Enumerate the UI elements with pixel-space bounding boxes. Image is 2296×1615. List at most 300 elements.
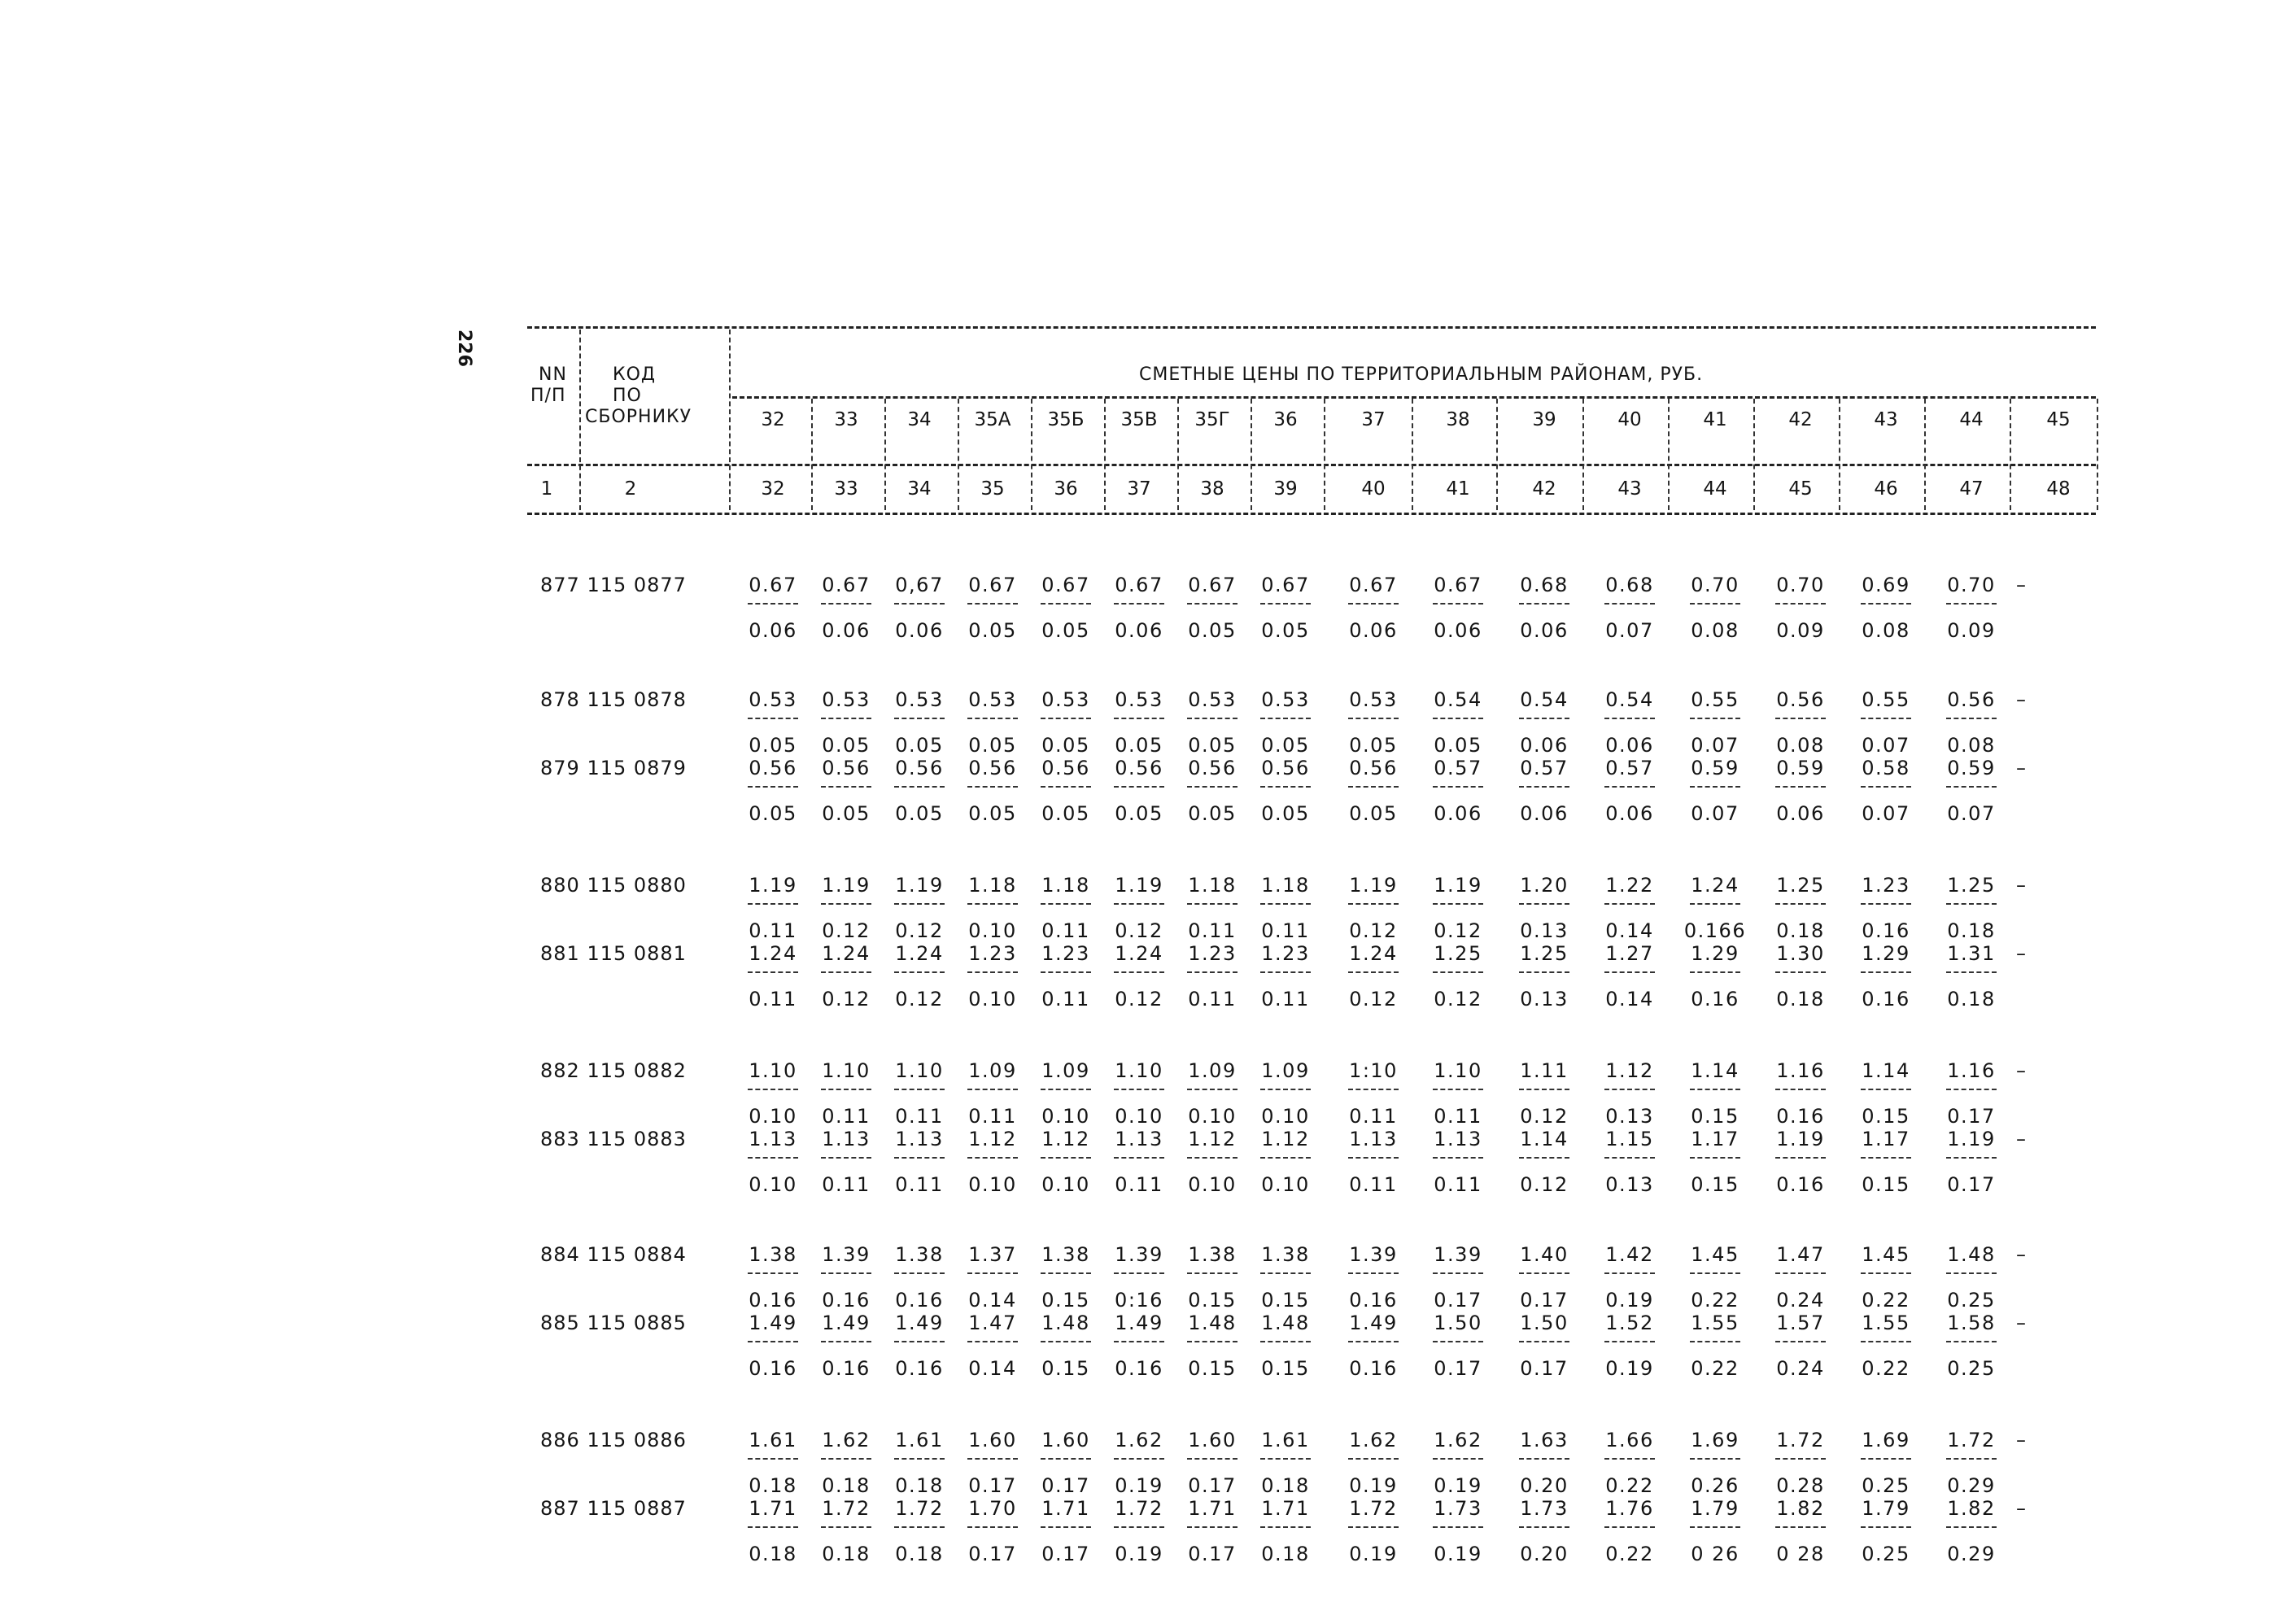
row-code: 879 115 0879 xyxy=(540,757,687,779)
row-code: 877 115 0877 xyxy=(540,574,687,596)
price-value: 1.72 xyxy=(1115,1497,1163,1520)
fraction-line xyxy=(1041,1526,1091,1528)
district-code: 36 xyxy=(1273,409,1298,430)
price-value: 1.42 xyxy=(1605,1243,1654,1266)
price-value: 1.48 xyxy=(1261,1312,1310,1334)
wage-value: 0.17 xyxy=(1041,1543,1090,1565)
price-value: 1.25 xyxy=(1776,874,1825,897)
district-code: 33 xyxy=(834,409,858,430)
empty-cell-mark: – xyxy=(2016,1312,2026,1334)
wage-value: 0.18 xyxy=(1947,988,1996,1010)
wage-value: 0.11 xyxy=(1349,1173,1398,1196)
fraction-line xyxy=(1690,1458,1740,1460)
fraction-line xyxy=(1114,1458,1164,1460)
fraction-line xyxy=(1690,786,1740,788)
fraction-line xyxy=(1041,718,1091,719)
header-pp: П/П xyxy=(530,386,566,406)
column-divider xyxy=(2010,399,2011,510)
price-value: 1.14 xyxy=(1862,1059,1910,1082)
district-code: 35Г xyxy=(1194,409,1230,430)
price-value: 1.50 xyxy=(1434,1312,1482,1334)
wage-value: 0.25 xyxy=(1862,1474,1910,1497)
price-value: 1.25 xyxy=(1947,874,1996,897)
fraction-line xyxy=(821,903,871,905)
price-value: 1.72 xyxy=(822,1497,871,1520)
wage-value: 0.17 xyxy=(968,1474,1017,1497)
wage-value: 0.17 xyxy=(1520,1289,1569,1312)
wage-value: 0.18 xyxy=(1776,988,1825,1010)
fraction-line xyxy=(1861,1089,1911,1090)
fraction-line xyxy=(1433,1272,1483,1274)
fraction-line xyxy=(894,1526,945,1528)
fraction-line xyxy=(1433,786,1483,788)
wage-value: 0.05 xyxy=(822,802,871,825)
fraction-line xyxy=(1519,1526,1569,1528)
wage-value: 0.17 xyxy=(1434,1289,1482,1312)
fraction-line xyxy=(1690,1157,1740,1159)
price-value: 0.56 xyxy=(1349,757,1398,779)
fraction-line xyxy=(1519,603,1569,605)
wage-value: 0.12 xyxy=(822,919,871,942)
wage-value: 0.16 xyxy=(1862,919,1910,942)
wage-value: 0.20 xyxy=(1520,1474,1569,1497)
price-value: 0.53 xyxy=(1188,688,1237,711)
wage-value: 0.16 xyxy=(749,1357,797,1380)
price-value: 0.55 xyxy=(1862,688,1910,711)
fraction-line xyxy=(894,1157,945,1159)
wage-value: 0.11 xyxy=(1041,919,1090,942)
wage-value: 0.15 xyxy=(1188,1357,1237,1380)
wage-value: 0.16 xyxy=(749,1289,797,1312)
price-value: 1.66 xyxy=(1605,1429,1654,1451)
fraction-line xyxy=(821,718,871,719)
fraction-line xyxy=(1604,1157,1655,1159)
fraction-line xyxy=(1187,1458,1237,1460)
price-value: 1.10 xyxy=(749,1059,797,1082)
fraction-line xyxy=(1260,603,1311,605)
price-value: 1.12 xyxy=(968,1128,1017,1150)
header-sborniku: СБОРНИКУ xyxy=(585,407,692,427)
page-number: 226 xyxy=(454,330,474,367)
price-value: 1.25 xyxy=(1434,942,1482,965)
price-value: 0,67 xyxy=(895,574,944,596)
price-value: 1.09 xyxy=(1261,1059,1310,1082)
header-col-number: 1 xyxy=(540,478,553,500)
fraction-line xyxy=(1114,1526,1164,1528)
price-value: 1.24 xyxy=(749,942,797,965)
column-divider xyxy=(1412,399,1413,510)
price-value: 1.39 xyxy=(1115,1243,1163,1266)
wage-value: 0.12 xyxy=(1434,988,1482,1010)
fraction-line xyxy=(1114,603,1164,605)
price-value: 1.40 xyxy=(1520,1243,1569,1266)
wage-value: 0.06 xyxy=(1776,802,1825,825)
price-value: 0.53 xyxy=(968,688,1017,711)
wage-value: 0.12 xyxy=(1115,919,1163,942)
price-value: 0.57 xyxy=(1520,757,1569,779)
wage-value: 0.29 xyxy=(1947,1474,1996,1497)
price-value: 1.19 xyxy=(1434,874,1482,897)
fraction-line xyxy=(1775,786,1826,788)
column-number: 41 xyxy=(1446,478,1470,500)
header-main-title: СМЕТНЫЕ ЦЕНЫ ПО ТЕРРИТОРИАЛЬНЫМ РАЙОНАМ, РУБ. xyxy=(1139,364,1704,385)
price-value: 1.49 xyxy=(1115,1312,1163,1334)
fraction-line xyxy=(967,1272,1018,1274)
fraction-line xyxy=(1041,786,1091,788)
fraction-line xyxy=(1775,903,1826,905)
wage-value: 0.17 xyxy=(1041,1474,1090,1497)
price-value: 0.70 xyxy=(1947,574,1996,596)
wage-value: 0.29 xyxy=(1947,1543,1996,1565)
price-value: 1.72 xyxy=(1947,1429,1996,1451)
wage-value: 0.15 xyxy=(1862,1105,1910,1128)
price-value: 1.19 xyxy=(1776,1128,1825,1150)
wage-value: 0.22 xyxy=(1605,1543,1654,1565)
fraction-line xyxy=(1946,1089,1997,1090)
wage-value: 0.15 xyxy=(1691,1173,1739,1196)
fraction-line xyxy=(1604,786,1655,788)
price-value: 0.56 xyxy=(1115,757,1163,779)
column-number: 48 xyxy=(2046,478,2071,500)
fraction-line xyxy=(1114,718,1164,719)
fraction-line xyxy=(821,1272,871,1274)
fraction-line xyxy=(1187,903,1237,905)
row-code: 885 115 0885 xyxy=(540,1312,687,1334)
wage-value: 0.06 xyxy=(1349,619,1398,642)
price-value: 1.71 xyxy=(1041,1497,1090,1520)
price-value: 1.70 xyxy=(968,1497,1017,1520)
price-value: 1.38 xyxy=(749,1243,797,1266)
fraction-line xyxy=(1519,1089,1569,1090)
wage-value: 0.14 xyxy=(1605,919,1654,942)
wage-value: 0.17 xyxy=(1520,1357,1569,1380)
fraction-line xyxy=(1114,903,1164,905)
fraction-line xyxy=(1775,1341,1826,1342)
price-value: 1.23 xyxy=(1041,942,1090,965)
fraction-line xyxy=(1114,1089,1164,1090)
fraction-line xyxy=(1260,903,1311,905)
fraction-line xyxy=(748,1458,798,1460)
district-code: 35В xyxy=(1120,409,1158,430)
price-value: 1.61 xyxy=(895,1429,944,1451)
fraction-line xyxy=(1433,1341,1483,1342)
wage-value: 0.18 xyxy=(822,1474,871,1497)
fraction-line xyxy=(748,1526,798,1528)
header-mid-rule xyxy=(732,396,2096,399)
price-value: 1.47 xyxy=(1776,1243,1825,1266)
fraction-line xyxy=(1433,603,1483,605)
wage-value: 0.18 xyxy=(822,1543,871,1565)
price-value: 1.82 xyxy=(1947,1497,1996,1520)
price-value: 1.76 xyxy=(1605,1497,1654,1520)
price-value: 0.57 xyxy=(1605,757,1654,779)
wage-value: 0.05 xyxy=(968,802,1017,825)
column-number: 47 xyxy=(1959,478,1984,500)
column-divider xyxy=(1031,399,1032,510)
fraction-line xyxy=(894,903,945,905)
price-value: 1.73 xyxy=(1434,1497,1482,1520)
fraction-line xyxy=(821,1341,871,1342)
fraction-line xyxy=(1187,603,1237,605)
wage-value: 0.09 xyxy=(1776,619,1825,642)
fraction-line xyxy=(821,786,871,788)
fraction-line xyxy=(1187,971,1237,973)
price-value: 1.49 xyxy=(895,1312,944,1334)
price-value: 1.73 xyxy=(1520,1497,1569,1520)
price-value: 1.60 xyxy=(1041,1429,1090,1451)
wage-value: 0.13 xyxy=(1520,988,1569,1010)
price-value: 1.62 xyxy=(1349,1429,1398,1451)
price-value: 0.53 xyxy=(749,688,797,711)
wage-value: 0.17 xyxy=(1947,1173,1996,1196)
wage-value: 0.05 xyxy=(822,734,871,757)
price-value: 1.72 xyxy=(895,1497,944,1520)
wage-value: 0.08 xyxy=(1691,619,1739,642)
wage-value: 0.06 xyxy=(1605,734,1654,757)
price-value: 1.10 xyxy=(1115,1059,1163,1082)
price-value: 1.18 xyxy=(1188,874,1237,897)
wage-value: 0.18 xyxy=(1261,1474,1310,1497)
wage-value: 0:16 xyxy=(1115,1289,1163,1312)
price-value: 1.13 xyxy=(1349,1128,1398,1150)
wage-value: 0.11 xyxy=(1349,1105,1398,1128)
fraction-line xyxy=(1946,718,1997,719)
wage-value: 0.16 xyxy=(895,1357,944,1380)
price-value: 1.10 xyxy=(1434,1059,1482,1082)
wage-value: 0.22 xyxy=(1605,1474,1654,1497)
wage-value: 0.12 xyxy=(822,988,871,1010)
fraction-line xyxy=(1861,903,1911,905)
fraction-line xyxy=(1187,1526,1237,1528)
row-code: 881 115 0881 xyxy=(540,942,687,965)
fraction-line xyxy=(1187,1341,1237,1342)
fraction-line xyxy=(748,1157,798,1159)
fraction-line xyxy=(1861,1157,1911,1159)
wage-value: 0.19 xyxy=(1605,1289,1654,1312)
fraction-line xyxy=(1187,1272,1237,1274)
wage-value: 0.22 xyxy=(1862,1289,1910,1312)
wage-value: 0.05 xyxy=(1349,802,1398,825)
wage-value: 0.11 xyxy=(749,919,797,942)
wage-value: 0.15 xyxy=(1261,1357,1310,1380)
price-value: 1.49 xyxy=(749,1312,797,1334)
district-code: 44 xyxy=(1959,409,1984,430)
fraction-line xyxy=(1861,603,1911,605)
price-value: 0.54 xyxy=(1605,688,1654,711)
wage-value: 0.26 xyxy=(1691,1474,1739,1497)
row-code: 882 115 0882 xyxy=(540,1059,687,1082)
district-code: 45 xyxy=(2046,409,2071,430)
column-divider xyxy=(1924,399,1926,510)
fraction-line xyxy=(1114,971,1164,973)
wage-value: 0.08 xyxy=(1862,619,1910,642)
price-value: 1.16 xyxy=(1947,1059,1996,1082)
wage-value: 0.16 xyxy=(822,1289,871,1312)
fraction-line xyxy=(1114,1341,1164,1342)
column-number: 38 xyxy=(1200,478,1224,500)
price-value: 1.49 xyxy=(822,1312,871,1334)
price-value: 1.12 xyxy=(1188,1128,1237,1150)
wage-value: 0.07 xyxy=(1691,802,1739,825)
price-value: 1.19 xyxy=(822,874,871,897)
wage-value: 0.11 xyxy=(1115,1173,1163,1196)
column-number: 46 xyxy=(1874,478,1898,500)
price-value: 1.24 xyxy=(822,942,871,965)
price-value: 1.25 xyxy=(1520,942,1569,965)
fraction-line xyxy=(1433,1089,1483,1090)
wage-value: 0.06 xyxy=(1520,734,1569,757)
wage-value: 0.10 xyxy=(749,1173,797,1196)
fraction-line xyxy=(1114,786,1164,788)
price-value: 0.67 xyxy=(1261,574,1310,596)
fraction-line xyxy=(1775,1526,1826,1528)
price-value: 0.56 xyxy=(968,757,1017,779)
price-value: 0.58 xyxy=(1862,757,1910,779)
fraction-line xyxy=(1433,1526,1483,1528)
wage-value: 0.06 xyxy=(895,619,944,642)
column-number: 45 xyxy=(1788,478,1813,500)
empty-cell-mark: – xyxy=(2016,1497,2026,1520)
wage-value: 0.10 xyxy=(1115,1105,1163,1128)
wage-value: 0.18 xyxy=(1947,919,1996,942)
fraction-line xyxy=(1861,1526,1911,1528)
price-value: 1.55 xyxy=(1862,1312,1910,1334)
wage-value: 0.24 xyxy=(1776,1289,1825,1312)
price-value: 1.11 xyxy=(1520,1059,1569,1082)
fraction-line xyxy=(1604,603,1655,605)
wage-value: 0.18 xyxy=(895,1474,944,1497)
header-po: ПО xyxy=(613,386,642,406)
wage-value: 0.19 xyxy=(1434,1543,1482,1565)
empty-cell-mark: – xyxy=(2016,574,2026,596)
wage-value: 0.17 xyxy=(1434,1357,1482,1380)
price-value: 0.56 xyxy=(1041,757,1090,779)
row-code: 883 115 0883 xyxy=(540,1128,687,1150)
fraction-line xyxy=(1604,718,1655,719)
fraction-line xyxy=(1519,1157,1569,1159)
wage-value: 0.17 xyxy=(1188,1543,1237,1565)
wage-value: 0.05 xyxy=(1434,734,1482,757)
price-value: 1.29 xyxy=(1862,942,1910,965)
price-value: 1.24 xyxy=(895,942,944,965)
district-code: 32 xyxy=(761,409,785,430)
row-code: 878 115 0878 xyxy=(540,688,687,711)
price-value: 1.19 xyxy=(1349,874,1398,897)
fraction-line xyxy=(1348,971,1399,973)
fraction-line xyxy=(1861,786,1911,788)
fraction-line xyxy=(748,903,798,905)
wage-value: 0.16 xyxy=(1776,1173,1825,1196)
wage-value: 0.17 xyxy=(1188,1474,1237,1497)
price-value: 0.53 xyxy=(1349,688,1398,711)
wage-value: 0.05 xyxy=(968,734,1017,757)
price-value: 0.68 xyxy=(1520,574,1569,596)
fraction-line xyxy=(1433,971,1483,973)
fraction-line xyxy=(1348,1157,1399,1159)
price-value: 1.55 xyxy=(1691,1312,1739,1334)
fraction-line xyxy=(1946,1341,1997,1342)
fraction-line xyxy=(1861,1272,1911,1274)
fraction-line xyxy=(1041,1089,1091,1090)
column-number: 32 xyxy=(761,478,785,500)
fraction-line xyxy=(1775,1089,1826,1090)
price-value: 1.39 xyxy=(822,1243,871,1266)
fraction-line xyxy=(748,1089,798,1090)
price-value: 1.39 xyxy=(1349,1243,1398,1266)
row-code: 884 115 0884 xyxy=(540,1243,687,1266)
wage-value: 0.14 xyxy=(968,1289,1017,1312)
price-value: 0.59 xyxy=(1947,757,1996,779)
price-value: 1.16 xyxy=(1776,1059,1825,1082)
wage-value: 0.05 xyxy=(1261,734,1310,757)
wage-value: 0.10 xyxy=(1188,1173,1237,1196)
fraction-line xyxy=(1775,1157,1826,1159)
wage-value: 0.12 xyxy=(895,919,944,942)
wage-value: 0.05 xyxy=(1349,734,1398,757)
fraction-line xyxy=(821,603,871,605)
wage-value: 0.19 xyxy=(1349,1543,1398,1565)
column-number: 42 xyxy=(1532,478,1556,500)
wage-value: 0.05 xyxy=(1188,734,1237,757)
wage-value: 0.22 xyxy=(1862,1357,1910,1380)
wage-value: 0.10 xyxy=(1261,1173,1310,1196)
price-value: 1.45 xyxy=(1691,1243,1739,1266)
fraction-line xyxy=(894,718,945,719)
empty-cell-mark: – xyxy=(2016,1243,2026,1266)
wage-value: 0.11 xyxy=(1434,1105,1482,1128)
price-value: 1.19 xyxy=(1115,874,1163,897)
price-value: 1.61 xyxy=(749,1429,797,1451)
fraction-line xyxy=(894,603,945,605)
fraction-line xyxy=(967,1526,1018,1528)
price-value: 1.12 xyxy=(1041,1128,1090,1150)
wage-value: 0.05 xyxy=(749,802,797,825)
fraction-line xyxy=(894,786,945,788)
district-code: 39 xyxy=(1532,409,1556,430)
fraction-line xyxy=(1946,1526,1997,1528)
fraction-line xyxy=(894,1341,945,1342)
wage-value: 0.19 xyxy=(1434,1474,1482,1497)
price-value: 1.18 xyxy=(1261,874,1310,897)
price-value: 1.72 xyxy=(1776,1429,1825,1451)
wage-value: 0.19 xyxy=(1349,1474,1398,1497)
fraction-line xyxy=(894,971,945,973)
price-value: 0.70 xyxy=(1776,574,1825,596)
fraction-line xyxy=(894,1458,945,1460)
column-number: 35 xyxy=(980,478,1005,500)
column-divider xyxy=(1177,399,1179,510)
fraction-line xyxy=(1519,786,1569,788)
wage-value: 0.16 xyxy=(895,1289,944,1312)
price-value: 1.15 xyxy=(1605,1128,1654,1150)
price-value: 0.56 xyxy=(1261,757,1310,779)
fraction-line xyxy=(1861,971,1911,973)
price-value: 1.19 xyxy=(895,874,944,897)
price-value: 0.68 xyxy=(1605,574,1654,596)
fraction-line xyxy=(1946,1272,1997,1274)
column-divider xyxy=(2097,399,2098,510)
price-value: 1.20 xyxy=(1520,874,1569,897)
wage-value: 0.07 xyxy=(1605,619,1654,642)
fraction-line xyxy=(1519,1341,1569,1342)
fraction-line xyxy=(1775,718,1826,719)
fraction-line xyxy=(1041,603,1091,605)
fraction-line xyxy=(1519,903,1569,905)
price-value: 1.14 xyxy=(1691,1059,1739,1082)
empty-cell-mark: – xyxy=(2016,688,2026,711)
price-value: 0.59 xyxy=(1691,757,1739,779)
fraction-line xyxy=(1775,971,1826,973)
